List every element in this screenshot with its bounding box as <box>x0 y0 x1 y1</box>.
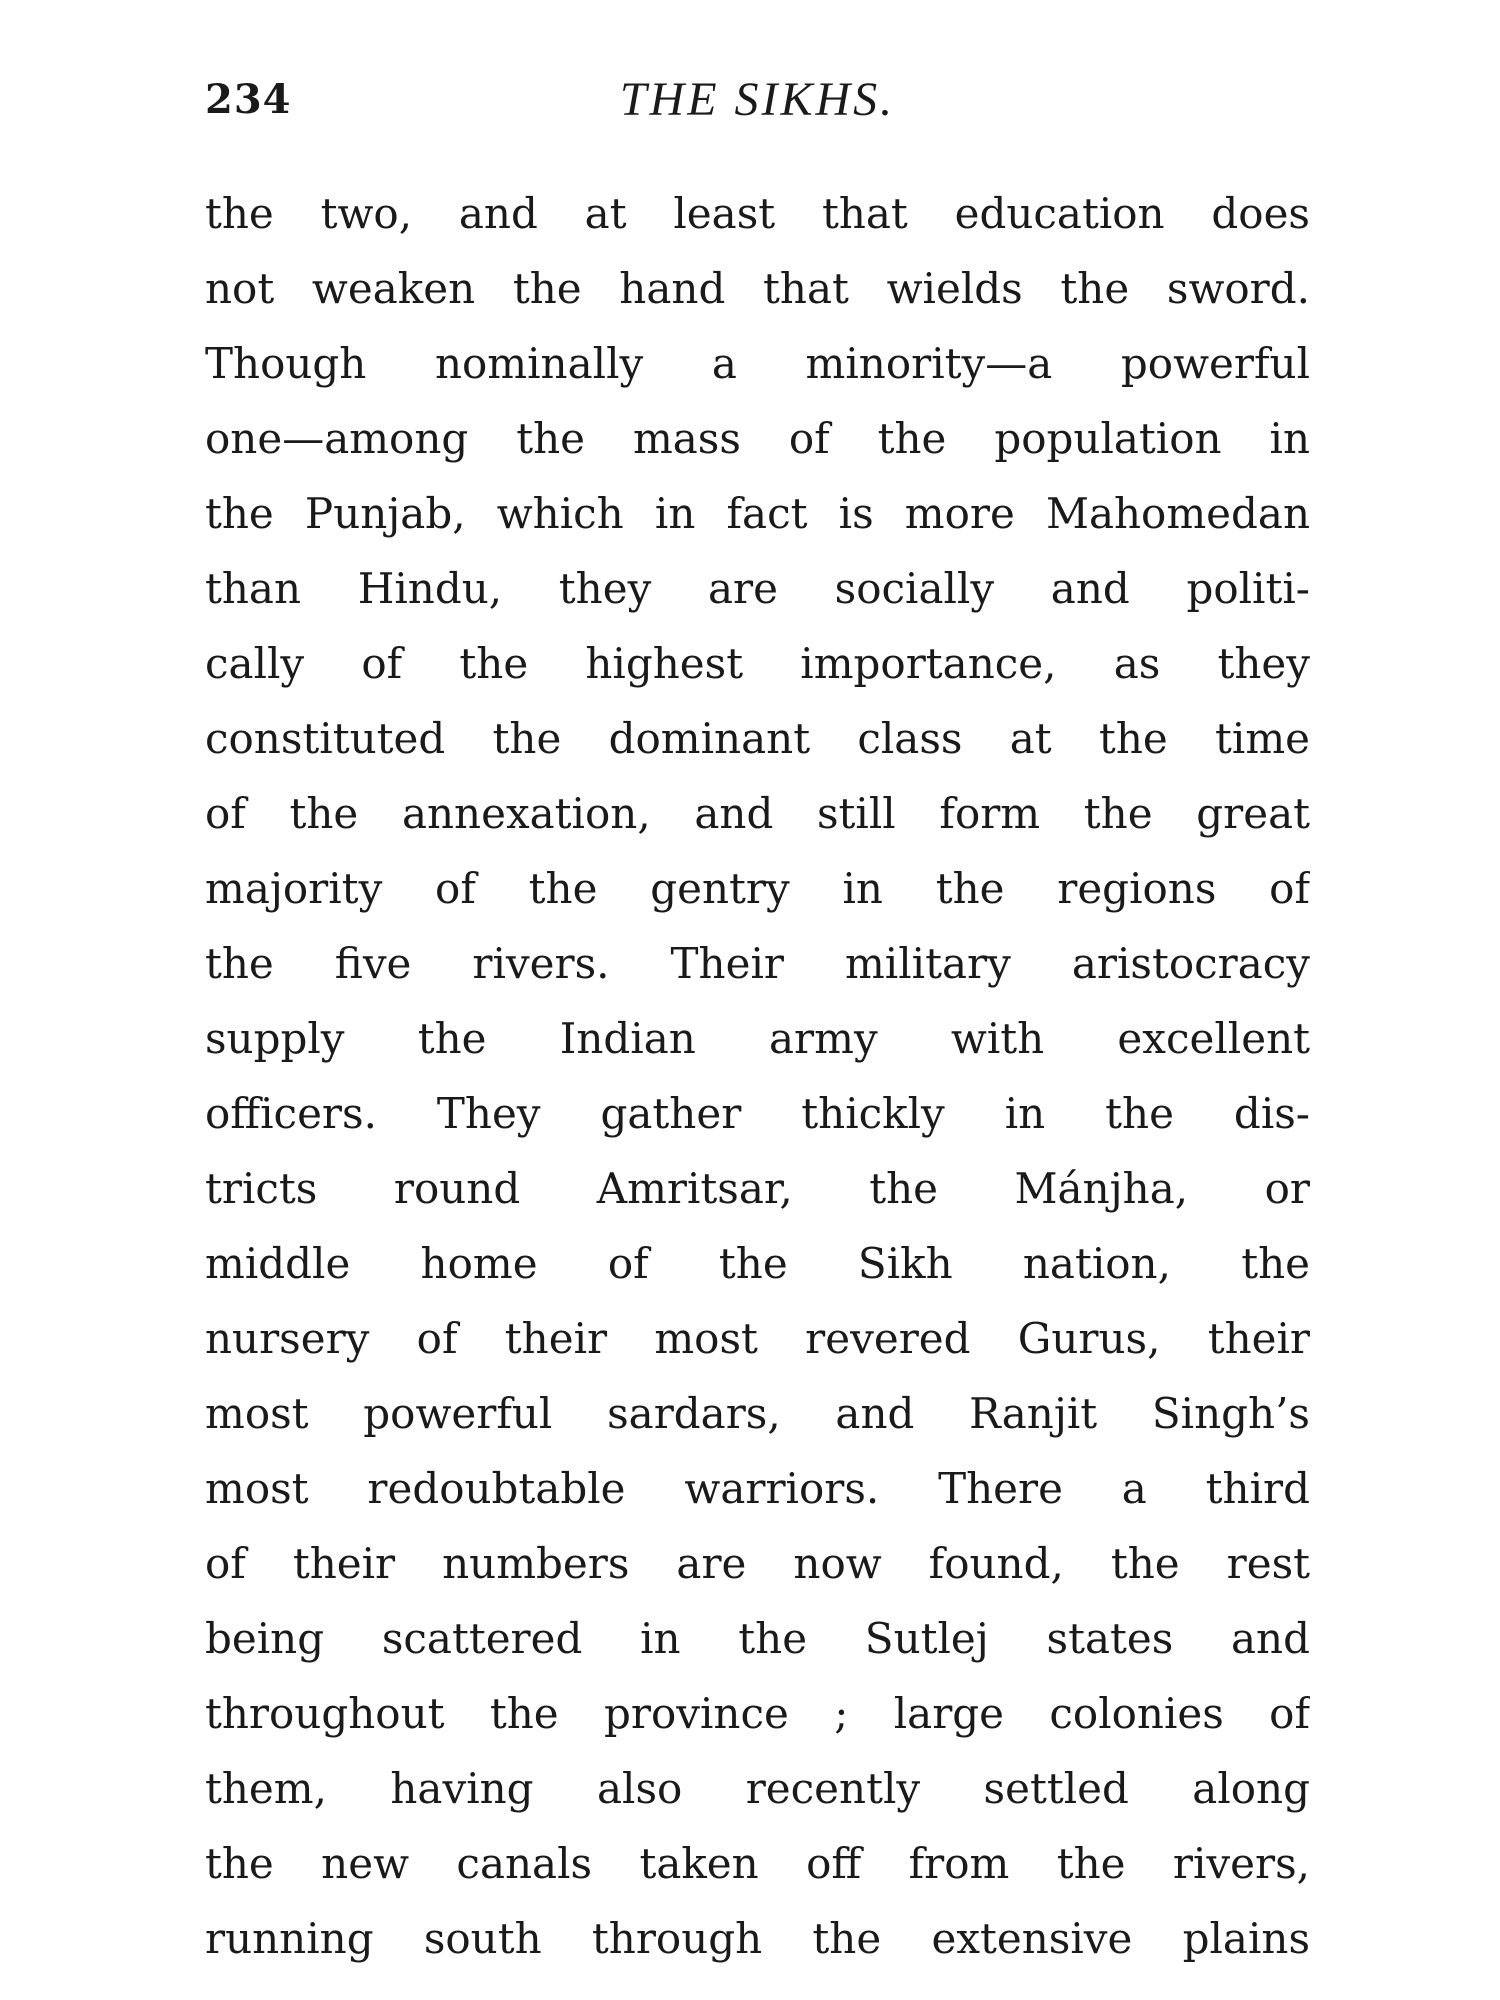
text-line: of their numbers are now found, the rest <box>205 1539 1310 1588</box>
text-line: the five rivers. Their military aristocracy <box>205 939 1310 988</box>
text-line: the Punjab, which in fact is more Mahomedan <box>205 489 1310 538</box>
text-line: not weaken the hand that wields the sword. <box>205 264 1310 313</box>
text-line: running south through the extensive plains <box>205 1914 1310 1963</box>
text-line: most redoubtable warriors. There a third <box>205 1464 1310 1513</box>
text-line: throughout the province ; large colonies of <box>205 1689 1310 1738</box>
text-line: officers. They gather thickly in the dis- <box>205 1089 1310 1138</box>
text-line: of the annexation, and still form the great <box>205 789 1310 838</box>
body-text <box>205 176 1310 1976</box>
page-number: 234 <box>205 76 292 123</box>
text-line: majority of the gentry in the regions of <box>205 864 1310 913</box>
text-line: supply the Indian army with excellent <box>205 1014 1310 1063</box>
text-line: than Hindu, they are socially and politi- <box>205 564 1310 613</box>
text-line: them, having also recently settled along <box>205 1764 1310 1813</box>
running-title: THE SIKHS. <box>619 73 896 126</box>
text-line: constituted the dominant class at the time <box>205 714 1310 763</box>
text-line: cally of the highest importance, as they <box>205 639 1310 688</box>
text-line: nursery of their most revered Gurus, their <box>205 1314 1310 1363</box>
text-line: the two, and at least that education does <box>205 189 1310 238</box>
text-line: being scattered in the Sutlej states and <box>205 1614 1310 1663</box>
running-head <box>205 70 1310 130</box>
text-line: the new canals taken off from the rivers, <box>205 1839 1310 1888</box>
text-line: one—among the mass of the population in <box>205 414 1310 463</box>
text-line: most powerful sardars, and Ranjit Singh’s <box>205 1389 1310 1438</box>
text-line: tricts round Amritsar, the Mánjha, or <box>205 1164 1310 1213</box>
text-line: middle home of the Sikh nation, the <box>205 1239 1310 1288</box>
text-line: Though nominally a minority—a powerful <box>205 339 1310 388</box>
